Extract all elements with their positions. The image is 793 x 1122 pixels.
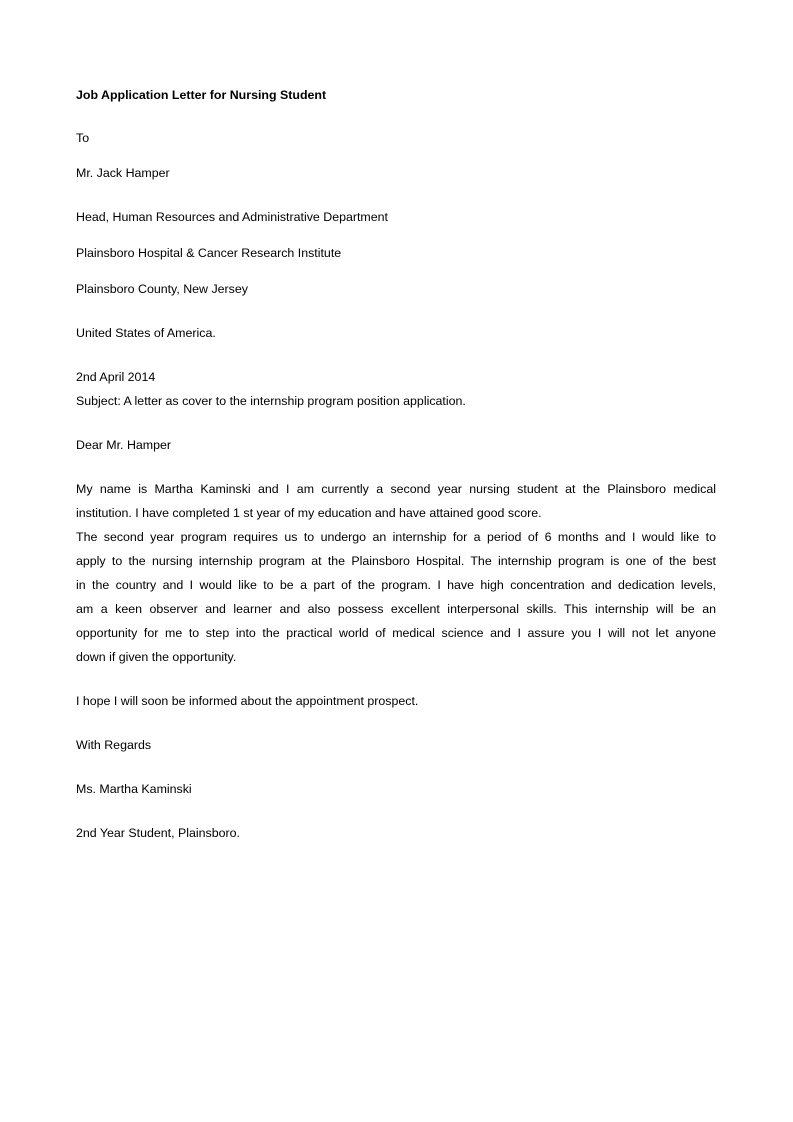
body-line: The second year program requires us to undergo an internship for a period of 6 months and I would like to: [76, 530, 716, 544]
body-line: in the country and I would like to be a part of the program. I have high concentration and dedication levels,: [76, 578, 716, 592]
recipient-country: United States of America.: [76, 326, 216, 340]
body-line: opportunity for me to step into the practical world of medical science and I assure you I will not let anyone: [76, 626, 716, 640]
letter-body: [76, 477, 716, 669]
letter-title: Job Application Letter for Nursing Student: [76, 88, 327, 102]
closing-line: I hope I will soon be informed about the appointment prospect.: [76, 694, 419, 708]
recipient-location: Plainsboro County, New Jersey: [76, 282, 248, 296]
signature-name: Ms. Martha Kaminski: [76, 782, 192, 796]
recipient-title: Head, Human Resources and Administrative Department: [76, 210, 388, 224]
body-line: apply to the nursing internship program at the Plainsboro Hospital. The internship program is one of the best: [76, 554, 716, 568]
letter-date: 2nd April 2014: [76, 370, 156, 384]
to-label: To: [76, 131, 90, 145]
body-line: down if given the opportunity.: [76, 650, 237, 664]
salutation: Dear Mr. Hamper: [76, 438, 172, 452]
regards: With Regards: [76, 738, 152, 752]
recipient-organization: Plainsboro Hospital & Cancer Research Institute: [76, 246, 342, 260]
signature-title: 2nd Year Student, Plainsboro.: [76, 826, 240, 840]
letter-subject: Subject: A letter as cover to the internship program position application.: [76, 394, 466, 408]
recipient-name: Mr. Jack Hamper: [76, 166, 170, 180]
body-line: institution. I have completed 1 st year of my education and have attained good score.: [76, 506, 542, 520]
body-line: My name is Martha Kaminski and I am currently a second year nursing student at the Plainsboro medical: [76, 482, 716, 496]
body-line: am a keen observer and learner and also possess excellent interpersonal skills. This internship will be an: [76, 602, 716, 616]
